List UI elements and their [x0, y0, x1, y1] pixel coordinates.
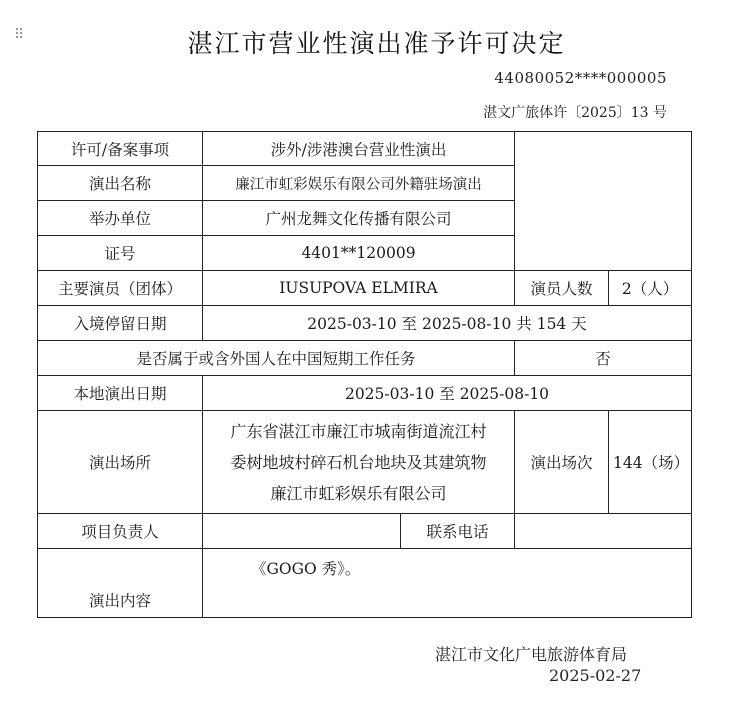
show-count-label: 演出场次 — [515, 411, 609, 514]
content-value: 《GOGO 秀》。 — [251, 560, 361, 578]
venue-line: 廉江市虹彩娱乐有限公司 — [270, 483, 447, 503]
contact-phone-label: 联系电话 — [401, 514, 515, 549]
entry-stay-label: 入境停留日期 — [38, 306, 203, 341]
table-row — [38, 306, 692, 341]
permit-table — [37, 131, 692, 618]
organizer-value: 广州龙舞文化传播有限公司 — [203, 201, 515, 236]
performance-name-label: 演出名称 — [38, 166, 203, 201]
item-value: 涉外/涉港澳台营业性演出 — [203, 132, 515, 166]
license-no-label: 证号 — [38, 236, 203, 271]
content-label: 演出内容 — [88, 592, 151, 610]
venue-label: 演出场所 — [38, 411, 203, 514]
table-row — [38, 341, 692, 376]
item-label: 许可/备案事项 — [38, 132, 203, 166]
organizer-label: 举办单位 — [38, 201, 203, 236]
short-term-work-label: 是否属于或含外国人在中国短期工作任务 — [38, 341, 515, 376]
table-row — [38, 549, 692, 618]
reference-number: 湛文广旅体许〔2025〕13 号 — [483, 105, 667, 121]
license-no-value: 4401**120009 — [203, 236, 515, 271]
performance-name-value: 廉江市虹彩娱乐有限公司外籍驻场演出 — [203, 166, 515, 201]
local-dates-value: 2025-03-10 至 2025-08-10 — [203, 376, 692, 411]
table-row — [38, 411, 692, 514]
show-count-value: 144（场） — [609, 411, 692, 514]
issue-date: 2025-02-27 — [549, 666, 642, 685]
table-row — [38, 271, 692, 306]
venue-line: 委树地坡村碎石机台地块及其建筑物 — [230, 452, 487, 472]
issuer: 湛江市文化广电旅游体育局 — [435, 645, 628, 664]
table-row — [38, 132, 692, 166]
content-value-cell — [203, 549, 692, 618]
short-term-work-value: 否 — [515, 341, 692, 376]
blank-cell — [515, 132, 692, 271]
project-leader-value — [203, 514, 401, 549]
main-performer-label: 主要演员（团体） — [38, 271, 203, 306]
contact-phone-value — [515, 514, 692, 549]
project-leader-label: 项目负责人 — [38, 514, 203, 549]
document-title: 湛江市营业性演出准予许可决定 — [187, 29, 566, 58]
drag-handle-icon[interactable]: ⠿ — [14, 27, 24, 43]
document-number: 44080052****000005 — [494, 69, 667, 87]
performer-count-label: 演员人数 — [515, 271, 609, 306]
entry-stay-value: 2025-03-10 至 2025-08-10 共 154 天 — [203, 306, 692, 341]
venue-line: 广东省湛江市廉江市城南街道流江村 — [230, 421, 487, 441]
main-performer-value: IUSUPOVA ELMIRA — [203, 271, 515, 306]
local-dates-label: 本地演出日期 — [38, 376, 203, 411]
content-label-cell — [38, 549, 203, 618]
table-row — [38, 514, 692, 549]
venue-value — [203, 411, 515, 514]
performer-count-value: 2（人） — [609, 271, 692, 306]
table-row — [38, 376, 692, 411]
